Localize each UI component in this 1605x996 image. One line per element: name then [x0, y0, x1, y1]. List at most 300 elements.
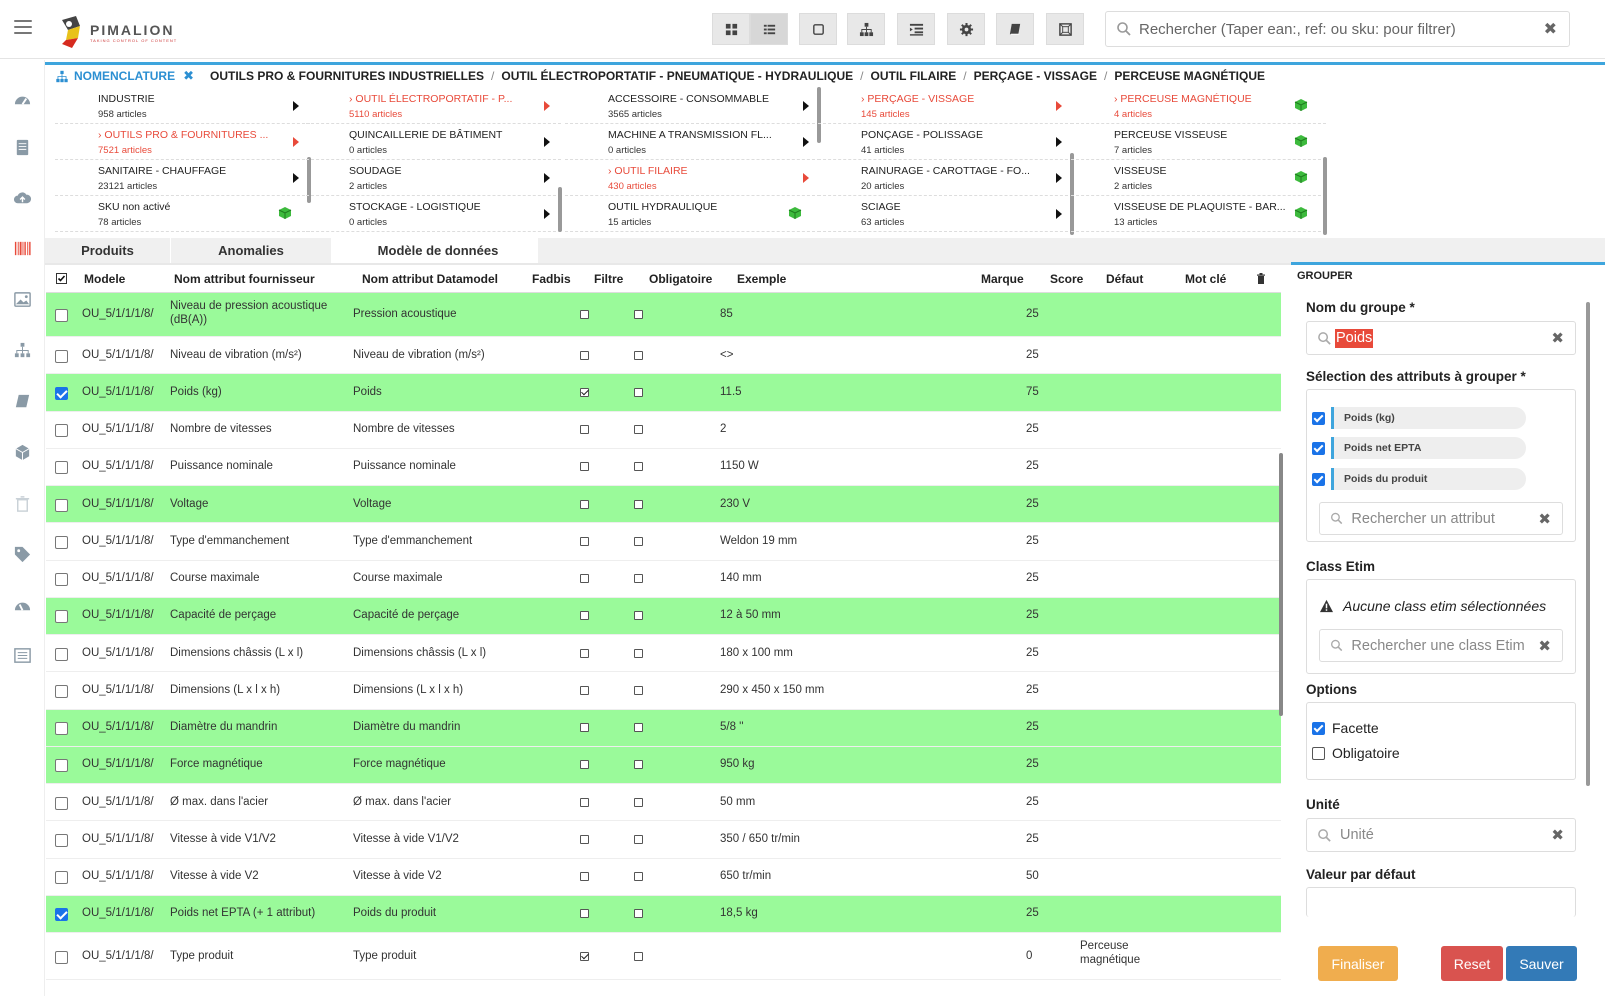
- list-view-button[interactable]: [750, 13, 788, 45]
- category-count: 63 articles: [861, 217, 905, 228]
- table-row[interactable]: [46, 710, 1281, 747]
- tag-icon[interactable]: [12, 544, 33, 565]
- cell-modele: OU_5/1/1/1/8/: [82, 534, 154, 547]
- cell-modele: OU_5/1/1/1/8/: [82, 758, 154, 771]
- filtre-checkbox[interactable]: [580, 952, 589, 961]
- header-fournisseur[interactable]: Nom attribut fournisseur: [174, 272, 315, 286]
- table-row[interactable]: [46, 933, 1281, 980]
- cell-score: 50: [1026, 870, 1039, 883]
- close-nomenclature-icon[interactable]: ✖: [183, 68, 195, 83]
- tab-anomalies[interactable]: Anomalies: [171, 238, 331, 263]
- cell-modele: OU_5/1/1/1/8/: [82, 609, 154, 622]
- filtre-checkbox[interactable]: [580, 310, 589, 319]
- default-value-field[interactable]: [1306, 887, 1576, 917]
- cell-datamodel: Diamètre du mandrin: [353, 721, 461, 734]
- unit-label: Unité: [1306, 797, 1340, 812]
- finalize-button[interactable]: Finaliser: [1318, 946, 1398, 981]
- category-item[interactable]: [818, 123, 1073, 160]
- cell-score: 25: [1026, 832, 1039, 845]
- facette-checkbox[interactable]: [1312, 722, 1325, 735]
- expand-arrow-icon[interactable]: [1056, 137, 1062, 147]
- row-select-checkbox[interactable]: [55, 722, 68, 735]
- category-count: 41 articles: [861, 145, 905, 156]
- global-search-input[interactable]: [1139, 14, 1544, 44]
- etim-search-input[interactable]: [1351, 638, 1538, 654]
- cell-exemple: 2: [720, 423, 727, 436]
- cloud-upload-icon[interactable]: [12, 188, 33, 209]
- filtre-checkbox[interactable]: [580, 500, 589, 509]
- filtre-checkbox[interactable]: [580, 872, 589, 881]
- trash-icon[interactable]: [12, 493, 33, 514]
- cell-fournisseur: Diamètre du mandrin: [170, 721, 278, 734]
- breadcrumb-item[interactable]: OUTIL ÉLECTROPORTATIF - PNEUMATIQUE - HYDRAULIQUE: [501, 69, 854, 83]
- panel-scrollbar[interactable]: [1586, 302, 1590, 786]
- category-title: › OUTIL FILAIRE: [608, 165, 688, 177]
- expand-arrow-icon[interactable]: [803, 137, 809, 147]
- filtre-checkbox[interactable]: [580, 649, 589, 658]
- cell-score: 25: [1026, 795, 1039, 808]
- grid-view-button[interactable]: [712, 13, 750, 45]
- cell-defaut: Perceuse magnétique: [1080, 940, 1141, 966]
- header-exemple[interactable]: Exemple: [737, 272, 787, 286]
- attribute-chip-label: Poids (kg): [1331, 407, 1526, 429]
- category-count: 7 articles: [1114, 145, 1153, 156]
- hamburger-menu-icon[interactable]: [14, 20, 32, 35]
- clear-attribute-search-icon[interactable]: ✖: [1538, 510, 1551, 528]
- obligatoire-checkbox[interactable]: [634, 388, 643, 397]
- attributes-box: [1306, 389, 1576, 542]
- row-select-checkbox[interactable]: [55, 573, 68, 586]
- category-item[interactable]: [818, 159, 1073, 196]
- cell-fournisseur: Puissance nominale: [170, 460, 273, 473]
- cell-modele: OU_5/1/1/1/8/: [82, 832, 154, 845]
- category-item[interactable]: [55, 195, 310, 232]
- table-row[interactable]: [46, 635, 1281, 672]
- expand-arrow-icon[interactable]: [293, 137, 299, 147]
- table-row[interactable]: [46, 523, 1281, 560]
- gauge-icon[interactable]: [12, 595, 33, 616]
- unit-input[interactable]: [1340, 827, 1551, 843]
- cell-modele: OU_5/1/1/1/8/: [82, 572, 154, 585]
- expand-arrow-icon[interactable]: [293, 173, 299, 183]
- obligatoire-checkbox[interactable]: [634, 649, 643, 658]
- cell-fournisseur: Dimensions (L x l x h): [170, 683, 281, 696]
- filtre-checkbox[interactable]: [580, 462, 589, 471]
- filtre-checkbox[interactable]: [580, 798, 589, 807]
- toolbar-group: [996, 13, 1034, 45]
- category-item[interactable]: [565, 159, 820, 196]
- product-cube-icon[interactable]: [1294, 170, 1308, 184]
- cell-modele: OU_5/1/1/1/8/: [82, 683, 154, 696]
- cell-exemple: Weldon 19 mm: [720, 534, 798, 547]
- row-select-checkbox[interactable]: [55, 908, 68, 921]
- category-item[interactable]: [565, 123, 820, 160]
- filtre-checkbox[interactable]: [580, 388, 589, 397]
- toolbar-group: [847, 13, 885, 45]
- category-item[interactable]: [306, 87, 561, 124]
- option-facette[interactable]: [1312, 720, 1379, 736]
- row-select-checkbox[interactable]: [55, 951, 68, 964]
- cell-fournisseur: Vitesse à vide V2: [170, 870, 259, 883]
- cell-modele: OU_5/1/1/1/8/: [82, 907, 154, 920]
- unit-field: [1306, 818, 1576, 852]
- book-icon[interactable]: [12, 391, 33, 412]
- cell-modele: OU_5/1/1/1/8/: [82, 308, 154, 320]
- expand-arrow-icon[interactable]: [803, 101, 809, 111]
- table-row[interactable]: [46, 784, 1281, 821]
- expand-arrow-icon[interactable]: [544, 101, 550, 111]
- filtre-checkbox[interactable]: [580, 611, 589, 620]
- row-select-checkbox[interactable]: [55, 309, 68, 322]
- table-row[interactable]: [46, 747, 1281, 784]
- obligatoire-checkbox[interactable]: [634, 686, 643, 695]
- hierarchy-button[interactable]: [847, 13, 885, 45]
- cell-exemple: <>: [720, 348, 734, 361]
- cell-score: 0: [1026, 949, 1033, 962]
- cell-modele: OU_5/1/1/1/8/: [82, 949, 154, 962]
- cell-exemple: 1150 W: [720, 460, 759, 473]
- product-cube-icon[interactable]: [1294, 98, 1308, 112]
- single-view-button[interactable]: [799, 13, 837, 45]
- cell-fournisseur: Nombre de vitesses: [170, 423, 272, 436]
- category-item[interactable]: [1071, 195, 1326, 232]
- cell-score: 25: [1026, 646, 1039, 659]
- delete-column-icon[interactable]: [1256, 273, 1266, 287]
- table-row[interactable]: [46, 561, 1281, 598]
- row-select-checkbox[interactable]: [55, 648, 68, 661]
- option-obligatoire[interactable]: [1312, 745, 1400, 761]
- cell-datamodel: Voltage: [353, 497, 392, 510]
- expand-arrow-icon[interactable]: [1056, 173, 1062, 183]
- filtre-checkbox[interactable]: [580, 351, 589, 360]
- cell-exemple: 140 mm: [720, 572, 762, 585]
- table-row[interactable]: [46, 859, 1281, 896]
- group-panel: [1291, 262, 1605, 996]
- breadcrumb-item[interactable]: OUTIL FILAIRE: [870, 69, 957, 83]
- table-row[interactable]: [46, 293, 1281, 337]
- cell-fournisseur: Niveau de pression acoustique (dB(A)): [170, 300, 328, 326]
- filtre-checkbox[interactable]: [580, 425, 589, 434]
- header-obligatoire[interactable]: Obligatoire: [649, 272, 713, 286]
- cell-fournisseur: Course maximale: [170, 572, 260, 585]
- attributes-label: Sélection des attributs à grouper *: [1306, 369, 1526, 384]
- cell-fournisseur: Voltage: [170, 497, 209, 510]
- image-icon[interactable]: [12, 289, 33, 310]
- expand-arrow-icon[interactable]: [803, 173, 809, 183]
- table-row[interactable]: [46, 896, 1281, 933]
- attribute-checkbox[interactable]: [1312, 412, 1325, 425]
- filtre-checkbox[interactable]: [580, 760, 589, 769]
- row-select-checkbox[interactable]: [55, 685, 68, 698]
- etim-search-field: [1319, 629, 1563, 662]
- logo: [58, 12, 177, 52]
- category-item[interactable]: [306, 159, 561, 196]
- clear-group-name-icon[interactable]: ✖: [1551, 330, 1564, 347]
- obligatoire-checkbox[interactable]: [1312, 747, 1325, 760]
- obligatoire-checkbox[interactable]: [634, 723, 643, 732]
- category-item[interactable]: [306, 123, 561, 160]
- attribute-search-input[interactable]: [1351, 511, 1538, 527]
- view-toggle-group: [712, 13, 788, 45]
- category-title: SCIAGE: [861, 201, 901, 213]
- cell-modele: OU_5/1/1/1/8/: [82, 385, 154, 398]
- table-row[interactable]: [46, 412, 1281, 449]
- category-title: SKU non activé: [98, 201, 171, 213]
- breadcrumb-item[interactable]: PERCEUSE MAGNÉTIQUE: [1114, 69, 1266, 83]
- obligatoire-checkbox[interactable]: [634, 760, 643, 769]
- row-select-checkbox[interactable]: [55, 759, 68, 772]
- cell-modele: OU_5/1/1/1/8/: [82, 348, 154, 361]
- cell-score: 25: [1026, 534, 1039, 547]
- attribute-chip[interactable]: [1312, 407, 1526, 429]
- barcode-icon[interactable]: [12, 238, 33, 259]
- cell-fournisseur: Force magnétique: [170, 758, 263, 771]
- settings-button[interactable]: [947, 13, 985, 45]
- row-select-checkbox[interactable]: [55, 499, 68, 512]
- filtre-checkbox[interactable]: [580, 835, 589, 844]
- option-label: Facette: [1332, 720, 1379, 736]
- category-item[interactable]: [55, 159, 310, 196]
- table-row[interactable]: [46, 449, 1281, 486]
- category-item[interactable]: [818, 195, 1073, 232]
- etim-empty-message: [1319, 598, 1546, 614]
- toolbar-group: [897, 13, 935, 45]
- category-count: 7521 articles: [98, 145, 152, 156]
- sitemap-icon[interactable]: [12, 340, 33, 361]
- row-select-checkbox[interactable]: [55, 871, 68, 884]
- header-fadbis[interactable]: Fadbis: [532, 272, 571, 286]
- table-row[interactable]: [46, 337, 1281, 374]
- attribute-chip-label: Poids du produit: [1331, 468, 1526, 490]
- expand-arrow-icon[interactable]: [544, 173, 550, 183]
- category-count: 13 articles: [1114, 217, 1158, 228]
- filtre-checkbox[interactable]: [580, 723, 589, 732]
- warning-icon: [1319, 599, 1334, 613]
- category-item[interactable]: [565, 87, 820, 124]
- row-select-checkbox[interactable]: [55, 797, 68, 810]
- category-title: SOUDAGE: [349, 165, 402, 177]
- obligatoire-checkbox[interactable]: [634, 310, 643, 319]
- attribute-chip-label: Poids net EPTA: [1331, 437, 1526, 459]
- dashboard-icon[interactable]: [12, 89, 33, 110]
- filtre-checkbox[interactable]: [580, 537, 589, 546]
- tab-bar: [45, 238, 1605, 263]
- row-select-checkbox[interactable]: [55, 424, 68, 437]
- cell-datamodel: Pression acoustique: [353, 308, 457, 320]
- product-cube-icon[interactable]: [278, 206, 292, 220]
- obligatoire-checkbox[interactable]: [634, 462, 643, 471]
- etim-box: [1306, 579, 1576, 674]
- breadcrumb-root[interactable]: NOMENCLATURE: [74, 69, 176, 83]
- breadcrumb-item[interactable]: PERÇAGE - VISSAGE: [973, 69, 1097, 83]
- options-box: [1306, 702, 1576, 780]
- attribute-search-field: [1319, 502, 1563, 535]
- table-row[interactable]: [46, 821, 1281, 858]
- product-cube-icon[interactable]: [1294, 206, 1308, 220]
- obligatoire-checkbox[interactable]: [634, 574, 643, 583]
- header-motcle[interactable]: Mot clé: [1185, 272, 1227, 286]
- category-item[interactable]: [565, 195, 820, 232]
- cell-score: 25: [1026, 348, 1039, 361]
- obligatoire-checkbox[interactable]: [634, 500, 643, 509]
- cell-exemple: 85: [720, 308, 733, 320]
- panel-footer: [1300, 936, 1605, 996]
- header-filtre[interactable]: Filtre: [594, 272, 624, 286]
- toolbar-group: [799, 13, 837, 45]
- category-item[interactable]: [1071, 123, 1326, 160]
- expand-arrow-icon[interactable]: [544, 137, 550, 147]
- category-count: 0 articles: [349, 145, 388, 156]
- category-title: SANITAIRE - CHAUFFAGE: [98, 165, 227, 177]
- attribute-checkbox[interactable]: [1312, 442, 1325, 455]
- header-modele[interactable]: Modele: [84, 272, 126, 286]
- obligatoire-checkbox[interactable]: [634, 611, 643, 620]
- cell-modele: OU_5/1/1/1/8/: [82, 721, 154, 734]
- category-title: VISSEUSE DE PLAQUISTE - BAR...: [1114, 201, 1286, 213]
- table-row[interactable]: [46, 598, 1281, 635]
- category-item[interactable]: [1071, 87, 1326, 124]
- tab-bar-filler: [538, 238, 1605, 263]
- category-title: QUINCAILLERIE DE BÂTIMENT: [349, 129, 503, 141]
- category-item[interactable]: [1071, 159, 1326, 196]
- toolbar-group: [1046, 13, 1084, 45]
- cell-datamodel: Type produit: [353, 949, 417, 962]
- attribute-chip[interactable]: [1312, 437, 1526, 459]
- frame-icon: [1058, 22, 1073, 37]
- cell-datamodel: Dimensions châssis (L x l): [353, 646, 487, 659]
- accent-bar: [45, 62, 1605, 65]
- book-button[interactable]: [996, 13, 1034, 45]
- obligatoire-checkbox[interactable]: [634, 425, 643, 434]
- row-select-checkbox[interactable]: [55, 350, 68, 363]
- category-item[interactable]: [55, 123, 310, 160]
- category-count: 145 articles: [861, 109, 910, 120]
- filtre-checkbox[interactable]: [580, 909, 589, 918]
- cell-exemple: 12 à 50 mm: [720, 609, 781, 622]
- category-column: [55, 87, 311, 235]
- group-name-selection: Poids: [1336, 330, 1373, 346]
- table-row[interactable]: [46, 374, 1281, 411]
- obligatoire-checkbox[interactable]: [634, 952, 643, 961]
- obligatoire-checkbox[interactable]: [634, 351, 643, 360]
- cell-fournisseur: Type produit: [170, 949, 234, 962]
- category-count: 430 articles: [608, 181, 657, 192]
- obligatoire-checkbox[interactable]: [634, 798, 643, 807]
- cell-fournisseur: Type d'emmanchement: [170, 534, 290, 547]
- cell-score: 25: [1026, 907, 1039, 920]
- sitemap-icon: [859, 22, 874, 37]
- row-select-checkbox[interactable]: [55, 610, 68, 623]
- cell-datamodel: Ø max. dans l'acier: [353, 795, 452, 808]
- row-select-checkbox[interactable]: [55, 834, 68, 847]
- category-item[interactable]: [55, 87, 310, 124]
- cell-exemple: 50 mm: [720, 795, 756, 808]
- cube-icon[interactable]: [12, 442, 33, 463]
- obligatoire-checkbox[interactable]: [634, 872, 643, 881]
- cell-fournisseur: Vitesse à vide V1/V2: [170, 832, 276, 845]
- category-column: [306, 87, 562, 235]
- category-scrollbar[interactable]: [558, 187, 562, 232]
- cell-exemple: 350 / 650 tr/min: [720, 832, 800, 845]
- category-count: 78 articles: [98, 217, 142, 228]
- obligatoire-checkbox[interactable]: [634, 909, 643, 918]
- category-count: 4 articles: [1114, 109, 1153, 120]
- header-defaut[interactable]: Défaut: [1106, 272, 1144, 286]
- tab-produits[interactable]: Produits: [45, 238, 170, 263]
- table-scrollbar[interactable]: [1279, 453, 1283, 716]
- row-select-checkbox[interactable]: [55, 536, 68, 549]
- obligatoire-checkbox[interactable]: [634, 835, 643, 844]
- square-icon: [811, 22, 826, 37]
- logo-tagline: TAKING CONTROL OF CONTENT: [90, 37, 178, 43]
- header-score[interactable]: Score: [1050, 272, 1084, 286]
- cell-score: 25: [1026, 572, 1039, 585]
- panel-title: GROUPER: [1297, 270, 1353, 282]
- select-all-checkbox[interactable]: [56, 273, 67, 284]
- cell-exemple: 5/8 '': [720, 721, 744, 734]
- cell-datamodel: Capacité de perçage: [353, 609, 460, 622]
- category-count: 15 articles: [608, 217, 652, 228]
- header-marque[interactable]: Marque: [981, 272, 1024, 286]
- expand-arrow-icon[interactable]: [544, 209, 550, 219]
- category-title: OUTIL HYDRAULIQUE: [608, 201, 718, 213]
- save-button[interactable]: Sauver: [1506, 946, 1577, 981]
- category-item[interactable]: [818, 87, 1073, 124]
- table-row[interactable]: [46, 672, 1281, 709]
- breadcrumb-item[interactable]: OUTILS PRO & FOURNITURES INDUSTRIELLES: [210, 69, 485, 83]
- product-cube-icon[interactable]: [788, 206, 802, 220]
- product-cube-icon[interactable]: [1294, 134, 1308, 148]
- category-item[interactable]: [306, 195, 561, 232]
- filtre-checkbox[interactable]: [580, 686, 589, 695]
- clear-etim-search-icon[interactable]: ✖: [1538, 637, 1551, 655]
- category-scrollbar[interactable]: [1323, 157, 1327, 235]
- clear-unit-icon[interactable]: ✖: [1551, 827, 1564, 844]
- cell-datamodel: Type d'emmanchement: [353, 534, 473, 547]
- sitemap-icon: [55, 70, 69, 83]
- etim-label: Class Etim: [1306, 559, 1376, 574]
- list-icon[interactable]: [12, 645, 33, 666]
- expand-arrow-icon[interactable]: [293, 101, 299, 111]
- clear-search-icon[interactable]: ✖: [1543, 21, 1557, 38]
- row-select-checkbox[interactable]: [55, 387, 68, 400]
- reset-button[interactable]: Reset: [1441, 946, 1503, 981]
- category-title: MACHINE A TRANSMISSION FL...: [608, 129, 772, 141]
- row-select-checkbox[interactable]: [55, 461, 68, 474]
- indent-button[interactable]: [897, 13, 935, 45]
- category-count: 958 articles: [98, 109, 147, 120]
- tab-modele-de-donnees[interactable]: Modèle de données: [338, 238, 538, 263]
- attribute-checkbox[interactable]: [1312, 473, 1325, 486]
- search-icon: [1330, 638, 1343, 653]
- table-row[interactable]: [46, 486, 1281, 523]
- cell-exemple: 290 x 450 x 150 mm: [720, 683, 825, 696]
- grid-icon: [724, 22, 739, 37]
- expand-arrow-icon[interactable]: [1056, 209, 1062, 219]
- frame-button[interactable]: [1046, 13, 1084, 45]
- header-datamodel[interactable]: Nom attribut Datamodel: [362, 272, 499, 286]
- expand-arrow-icon[interactable]: [1056, 101, 1062, 111]
- cell-modele: OU_5/1/1/1/8/: [82, 870, 154, 883]
- cell-score: 25: [1026, 721, 1039, 734]
- attribute-chip[interactable]: [1312, 468, 1526, 490]
- category-title: › PERÇAGE - VISSAGE: [861, 93, 975, 105]
- obligatoire-checkbox[interactable]: [634, 537, 643, 546]
- filtre-checkbox[interactable]: [580, 574, 589, 583]
- document-icon[interactable]: [12, 137, 33, 158]
- cell-modele: OU_5/1/1/1/8/: [82, 795, 154, 808]
- cell-exemple: 180 x 100 mm: [720, 646, 793, 659]
